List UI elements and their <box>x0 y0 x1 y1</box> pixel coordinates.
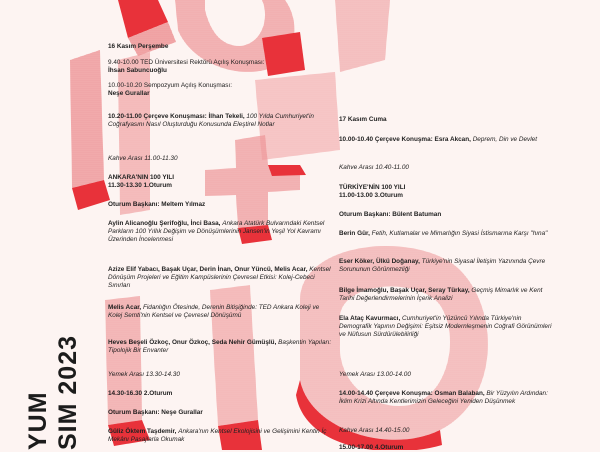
paper-item: Melis Acar, Fidanlığın Ötesinde, Derenin Bitişiğinde: TED Ankara Koleji ve Kolej Semti'nin Kentsel ve Çevresel Dönüşümü <box>108 304 320 319</box>
session-heading: TÜRKİYE'NİN 100 YILI <box>339 184 406 191</box>
paper-item: Bilge İmamoğlu, Başak Uçar, Seray Türkay, Geçmiş Mimarlık ve Kent Tarihi Değerlendirmelerinin İçerik Analizi <box>339 287 543 302</box>
break-time: Kahve Arası 10.40-11.00 <box>339 164 409 171</box>
session-chair: Oturum Başkanı: Meltem Yılmaz <box>108 201 206 208</box>
session-chair: Oturum Başkanı: Neşe Gurallar <box>108 409 203 416</box>
program-item: 14.00-14.40 Çerçeve Konuşma: Osman Balaban, Bir Yüzyılın Ardından: İklim Krizi Altında Kentlerimizin Geleceğini Yeniden Düşünmek <box>339 390 548 405</box>
vertical-title-line1: YUM <box>24 391 52 450</box>
session-time: 11.00-13.00 3.Oturum <box>339 192 403 199</box>
speaker-name: İhsan Sabuncuoğlu <box>108 67 167 74</box>
break-time: Kahve Arası 11.00-11.30 <box>108 155 178 162</box>
day1-date: 16 Kasım Perşembe <box>108 43 169 50</box>
session-chair: Oturum Başkanı: Bülent Batuman <box>339 211 442 218</box>
session-time: 11.30-13.30 1.Oturum <box>108 182 172 189</box>
vertical-title-line2: SIM 2023 <box>54 334 82 450</box>
break-time: Yemek Arası 13.30-14.30 <box>108 371 180 378</box>
paper-item: Aylin Alicanoğlu Şerifoğlu, İnci Basa, Ankara Atatürk Bulvarındaki Kentsel Parkların 100 Yıllık Değişim ve Dönüşümlerinin Jansen'in Yeşil Yol Kavramı Üzerinden İncelenmesi <box>108 220 325 243</box>
program-item: 10.00-10.20 Sempozyum Açılış Konuşması: <box>108 82 232 89</box>
program-item: 10.00-10.40 Çerçeve Konuşma: Esra Akcan, Deprem, Din ve Devlet <box>339 136 537 143</box>
vertical-title <box>23 335 83 450</box>
paper-item: Ela Ataç Kavurmacı, Cumhuriyet'in Yüzüncü Yılında Türkiye'nin Demografik Yapının Değişimi: Eşitsiz Modernleşmenin Coğrafi Görünümleri ve Nüfusun Sürdürülebilirliği <box>339 315 552 338</box>
break-time: Yemek Arası 13.00-14.00 <box>339 371 411 378</box>
paper-item: Güliz Öktem Taşdemir, Ankara'nın Kentsel Ekolojisini ve Gelişimini Kentin İç Mekânı Pasajlarla Okumak <box>108 428 327 443</box>
session-time: 14.30-16.30 2.Oturum <box>108 390 173 397</box>
paper-item: Heves Beşeli Özkoç, Onur Özkoç, Seda Nehir Gümüşlü, Başkentin Yapıları: Tipolojik Bir Envanter <box>108 339 332 354</box>
session-heading: ANKARA'NIN 100 YILI <box>108 174 175 181</box>
paper-item: Azize Elif Yabacı, Başak Uçar, Derin İnan, Onur Yüncü, Melis Acar, Kentsel Dönüşüm Projeleri ve Eğitim Kampüslerinin Çevresel Etkisi: Kolej-Cebeci Sınırları <box>108 266 331 289</box>
paper-item: Berin Gür, Fetih, Kutlamalar ve Mimarlığın Siyasi İstismarına Karşı "hına" <box>339 230 548 237</box>
session-time: 15.00-17.00 4.Oturum <box>339 444 404 451</box>
day2-date: 17 Kasım Cuma <box>339 116 387 123</box>
program-item: 9.40-10.00 TED Üniversitesi Rektörü Açılış Konuşması: <box>108 59 265 66</box>
break-time: Kahve Arası 14.40-15.00 <box>339 427 410 434</box>
program-item: 10.20-11.00 Çerçeve Konuşması: İlhan Tekeli, 100 Yılda Cumhuriyet'in Coğrafyasını Nasıl Oluşturduğu Konusunda Eleştirel Notlar <box>108 113 314 128</box>
paper-item: Eser Köker, Ülkü Doğanay, Türkiye'nin Siyasal İletişim Yazınında Çevre Sorununun Görünmezliği <box>339 258 546 273</box>
speaker-name: Neşe Gurallar <box>108 90 150 97</box>
